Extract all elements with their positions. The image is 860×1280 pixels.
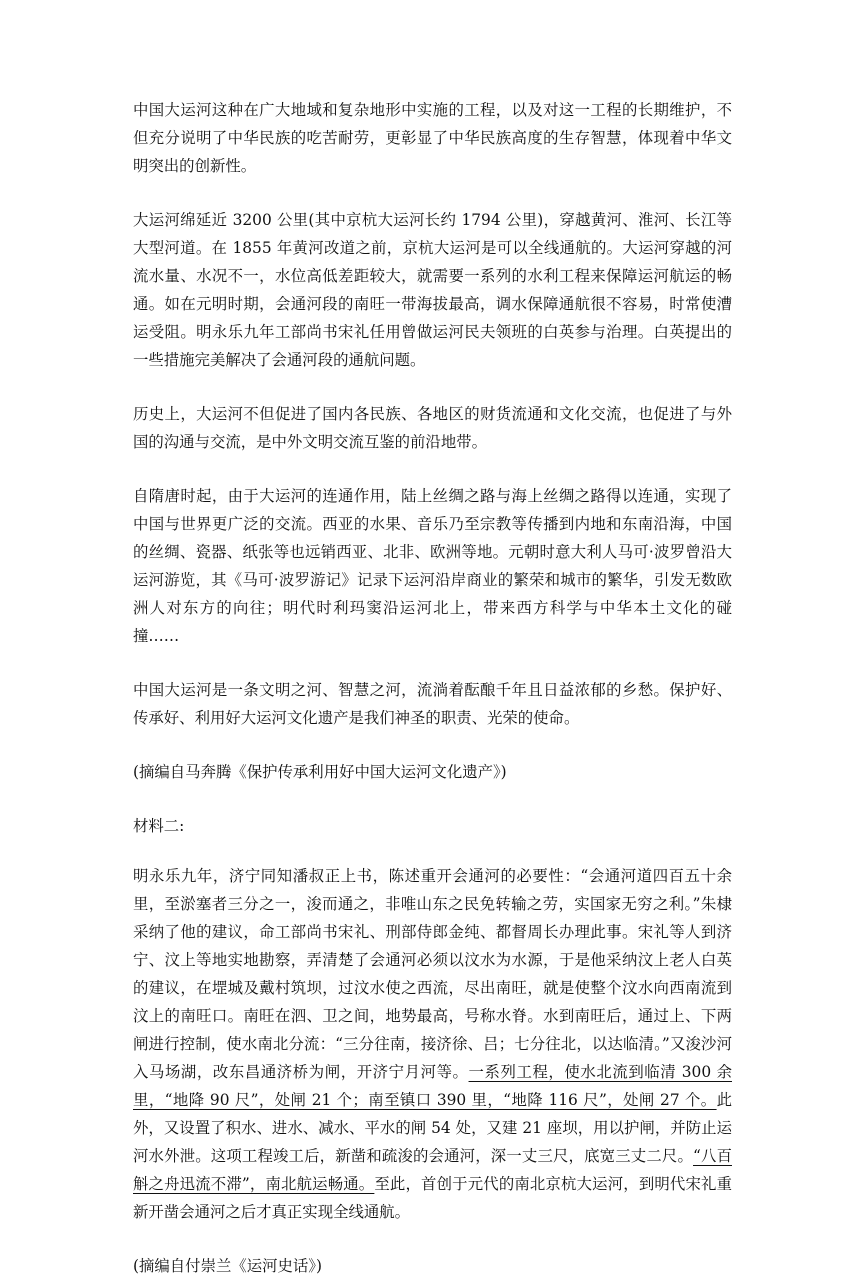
material-2-paragraph xyxy=(133,862,732,1226)
material-2-text-2: 此外，又设置了积水、进水、减水、平水的闸 54 处，又建 21 座坝，用以护闸，并防止运河水外泄。这项工程竣工后，新凿和疏浚的会通河，深一丈三尺，底宽三丈二尺。 xyxy=(133,1091,732,1165)
material-2-text-1: 明永乐九年，济宁同知潘叔正上书，陈述重开会通河的必要性：“会通河道四百五十余里，至淤塞者三分之一，浚而通之，非唯山东之民免转输之劳，实国家无穷之利。”朱棣采纳了他的建议，命工部尚书宋礼、刑部侍郎金纯、都督周长办理此事。宋礼等人到济宁、汶上等地实地勘察，弄清楚了会通河必须以汶水为水源，于是他采纳汶上老人白英的建议，在堽城及戴村筑坝，过汶水使之西流，尽出南旺，就是使整个汶水向西南流到汶上的南旺口。南旺在泗、卫之间，地势最高，号称水脊。水到南旺后，通过上、下两闸进行控制，使水南北分流：“三分往南，接济徐、吕；七分往北，以达临清。”又浚沙河入马场湖，改东昌通济桥为闸，开济宁月河等。 xyxy=(133,867,732,1081)
paragraph-4: 自隋唐时起，由于大运河的连通作用，陆上丝绸之路与海上丝绸之路得以连通，实现了中国与世界更广泛的交流。西亚的水果、音乐乃至宗教等传播到内地和东南沿海，中国的丝绸、瓷器、纸张等也远销西亚、北非、欧洲等地。元朝时意大利人马可·波罗曾沿大运河游览，其《马可·波罗游记》记录下运河沿岸商业的繁荣和城市的繁华，引发无数欧洲人对东方的向往；明代时利玛窦沿运河北上，带来西方科学与中华本土文化的碰撞…… xyxy=(133,487,732,645)
paragraph-2: 大运河绵延近 3200 公里(其中京杭大运河长约 1794 公里)，穿越黄河、淮河、长江等大型河道。在 1855 年黄河改道之前，京杭大运河是可以全线通航的。大运河穿越的河流水量、水况不一，水位高低差距较大，就需要一系列的水利工程来保障运河航运的畅通。如在元明时期，会通河段的南旺一带海拔最高，调水保障通航很不容易，时常使漕运受阻。明永乐九年工部尚书宋礼任用曾做运河民夫领班的白英参与治理。白英提出的一些措施完美解决了会通河段的通航问题。 xyxy=(133,211,732,369)
paragraph-1: 中国大运河这种在广大地域和复杂地形中实施的工程，以及对这一工程的长期维护，不但充分说明了中华民族的吃苦耐劳，更彰显了中华民族高度的生存智慧，体现着中华文明突出的创新性。 xyxy=(133,101,732,175)
material-2-heading: 材料二: xyxy=(133,817,185,835)
material-2-underlined-2: “八百斛之舟迅流不滞”，南北航运畅通。 xyxy=(133,1147,732,1193)
source-citation-1: (摘编自马奔腾《保护传承利用好中国大运河文化遗产》) xyxy=(133,763,507,781)
paragraph-3: 历史上，大运河不但促进了国内各民族、各地区的财货流通和文化交流，也促进了与外国的沟通与交流，是中外文明交流互鉴的前沿地带。 xyxy=(133,405,732,451)
material-2-text-3: 至此，首创于元代的南北京杭大运河，到明代宋礼重新开凿会通河之后才真正实现全线通航。 xyxy=(133,1175,732,1221)
source-citation-2: (摘编自付崇兰《运河史话》) xyxy=(133,1257,322,1275)
paragraph-5: 中国大运河是一条文明之河、智慧之河，流淌着酝酿千年且日益浓郁的乡愁。保护好、传承好、利用好大运河文化遗产是我们神圣的职责、光荣的使命。 xyxy=(133,681,732,727)
material-2-underlined-1: 一系列工程，使水北流到临清 300 余里，“地降 90 尺”，处闸 21 个；南至镇口 390 里，“地降 116 尺”，处闸 27 个。 xyxy=(133,1063,732,1109)
